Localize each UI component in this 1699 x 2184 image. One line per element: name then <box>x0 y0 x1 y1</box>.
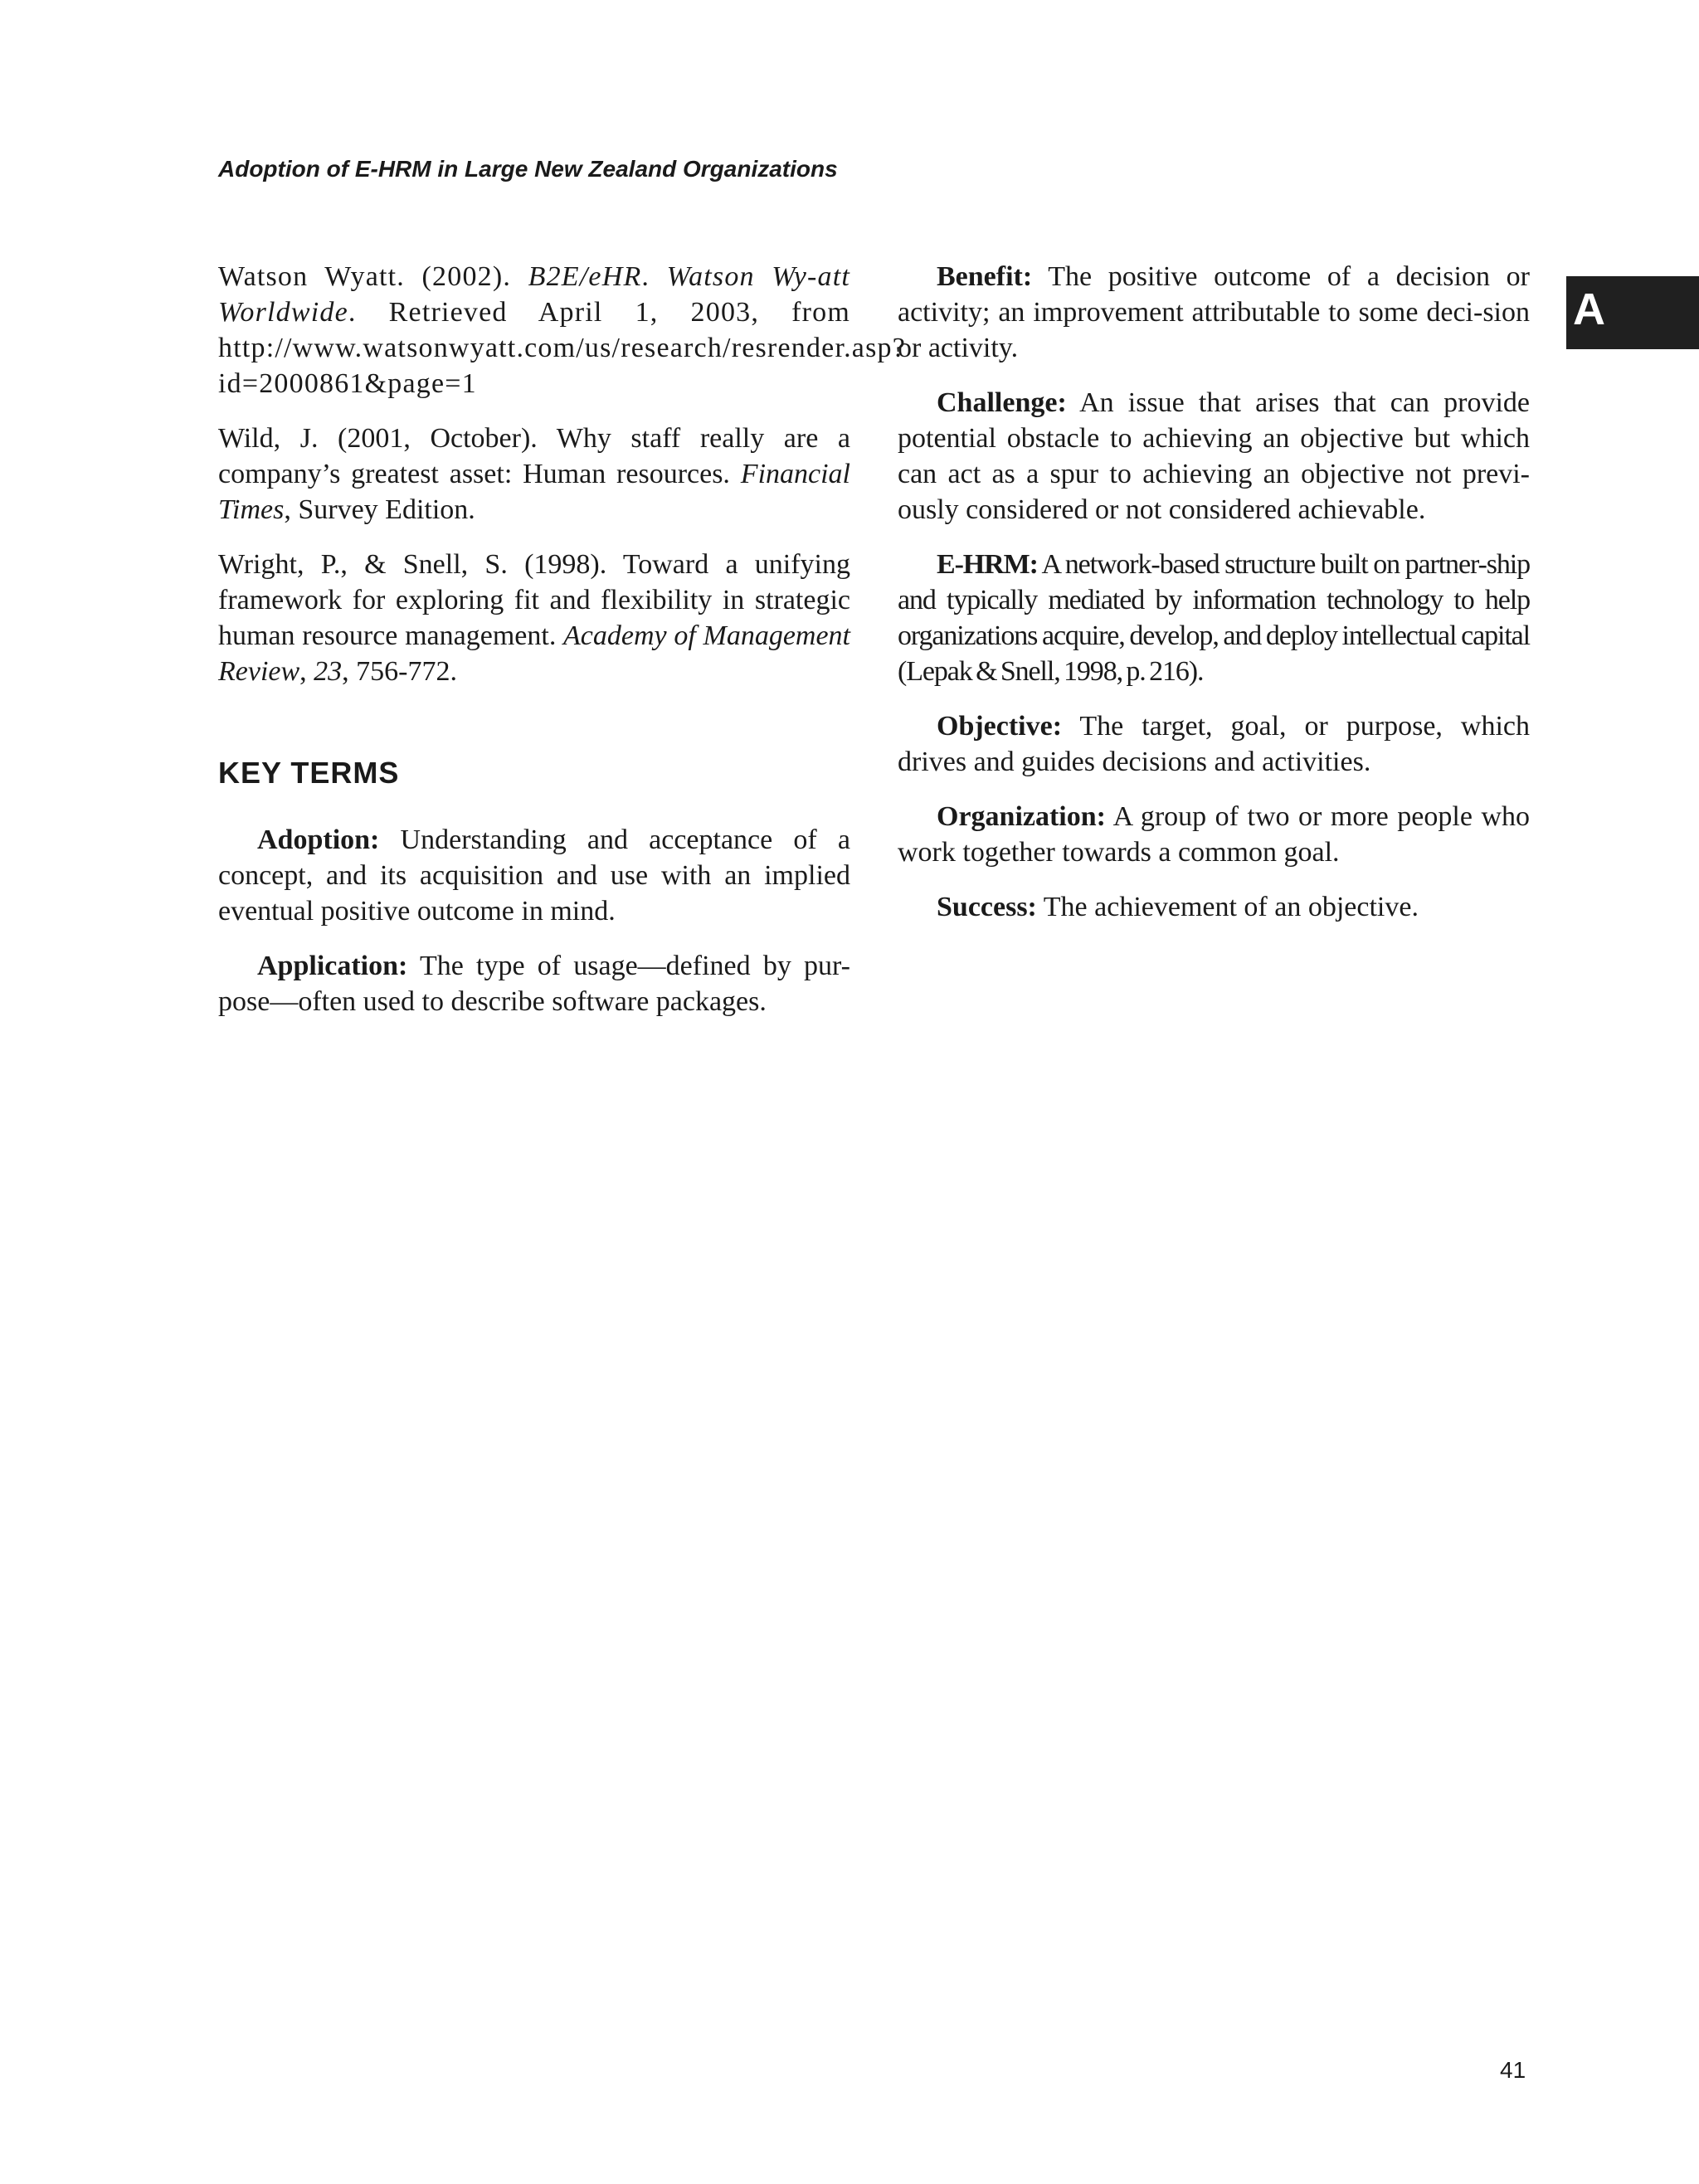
page-number: 41 <box>1500 2057 1526 2083</box>
key-term-application: Application: The type of usage—defined by pur-pose—often used to describe software packages. <box>218 951 850 1017</box>
key-term-benefit: Benefit: The positive outcome of a decision or activity; an improvement attributable to some deci-sion or activity. <box>898 261 1530 363</box>
key-term-success: Success: The achievement of an objective. <box>937 892 1419 922</box>
key-terms-heading: KEY TERMS <box>218 756 400 790</box>
right-column <box>898 259 1530 944</box>
key-term-adoption: Adoption: Understanding and acceptance of a concept, and its acquisition and use with an implied eventual positive outcome in mind. <box>218 824 850 927</box>
reference-wild: Wild, J. (2001, October). Why staff really are a company’s greatest asset: Human resources. Financial Times, Survey Edition. <box>218 423 850 525</box>
reference-wright-snell: Wright, P., & Snell, S. (1998). Toward a unifying framework for exploring fit and flexibility in strategic human resource management. Academy of Management Review, 23, 756-772. <box>218 549 851 687</box>
left-column <box>218 259 906 1038</box>
key-term-e-hrm: E-HRM: A network-based structure built on partner-ship and typically mediated by information technology to help organizations acquire, develop, and deploy intellectual capital (Lepak & Snell, 1998, p. 216). <box>898 549 1530 687</box>
key-term-objective: Objective: The target, goal, or purpose, which drives and guides decisions and activities. <box>898 711 1530 777</box>
key-term-challenge: Challenge: An issue that arises that can provide potential obstacle to achieving an objective but which can act as a spur to achieving an objective not previ-ously considered or not considered achievable. <box>898 387 1530 525</box>
section-thumb-letter: A <box>1573 285 1605 334</box>
reference-watson-wyatt: Watson Wyatt. (2002). B2E/eHR. Watson Wy-att Worldwide. Retrieved April 1, 2003, from http://www.watsonwyatt.com/us/research/resrender.asp?id=2000861&page=1 <box>218 261 906 399</box>
running-head: Adoption of E-HRM in Large New Zealand Organizations <box>218 156 838 182</box>
key-term-organization: Organization: A group of two or more people who work together towards a common goal. <box>898 801 1530 868</box>
